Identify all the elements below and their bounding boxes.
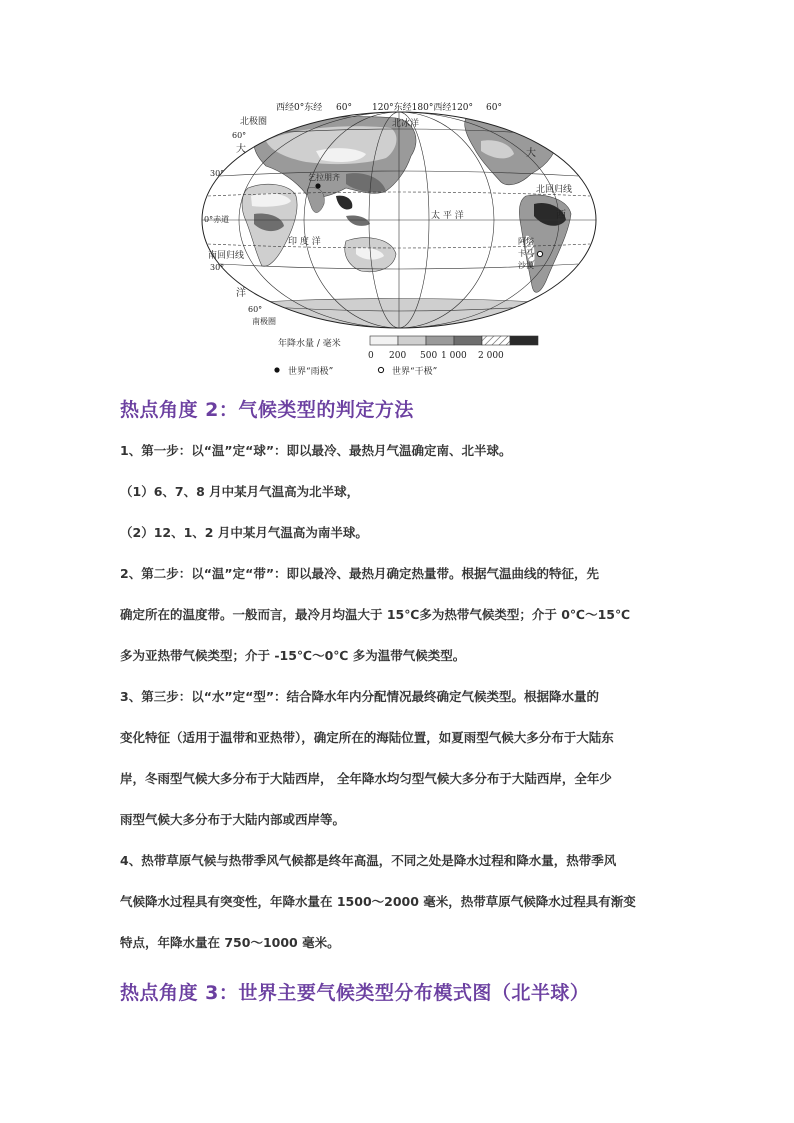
legend-tick-2000: 2 000 xyxy=(478,351,504,361)
step-3-line-1: 3、第三步：以“水”定“型”：结合降水年内分配情况最终确定气候类型。根据降水量的 xyxy=(120,689,600,704)
globe xyxy=(202,112,596,336)
legend-tick-1000: 1 000 xyxy=(441,351,467,361)
lat-label-30s: 30° xyxy=(210,263,225,272)
label-cherrapunji: 乞拉朋齐 xyxy=(308,173,340,182)
step-4-line-3: 特点，年降水量在 750～1000 毫米。 xyxy=(120,935,340,950)
step-1-item-b: （2）12、1、2 月中某月气温高为南半球。 xyxy=(120,525,368,540)
label-tropic-capricorn: 南回归线 xyxy=(208,251,245,261)
label-atacama-2: 卡马 xyxy=(518,249,534,258)
step-3-line-3: 岸，冬雨型气候大多分布于大陆西岸， 全年降水均匀型气候大多分布于大陆西岸，全年少 xyxy=(120,771,612,786)
legend-swatch-1 xyxy=(370,336,398,345)
label-north-polar: 北极圈 xyxy=(240,117,268,127)
rain-pole-marker xyxy=(315,183,320,188)
label-atlantic-xi: 西 xyxy=(556,210,566,221)
label-atlantic-da-right: 大 xyxy=(526,148,536,159)
label-atacama-3: 沙漠 xyxy=(518,261,534,270)
lat-label-60s: 60° xyxy=(248,305,263,314)
lon-label-60w: 60° xyxy=(486,103,502,113)
legend-tick-0: 0 xyxy=(368,351,374,361)
label-atacama-1: 阿塔 xyxy=(518,237,534,246)
label-atlantic-yang: 洋 xyxy=(236,288,246,299)
legend-tick-200: 200 xyxy=(389,351,407,361)
step-2-line-1: 2、第二步：以“温”定“带”：即以最冷、最热月确定热量带。根据气温曲线的特征，先 xyxy=(120,566,600,581)
label-tropic-cancer: 北回归线 xyxy=(536,185,573,195)
legend-swatch-6 xyxy=(510,336,538,345)
label-arctic-ocean: 北冰洋 xyxy=(392,119,420,129)
map-svg xyxy=(196,96,601,386)
lon-label-60e: 60° xyxy=(336,103,352,113)
heading-hotspot-2: 热点角度 2：气候类型的判定方法 xyxy=(120,399,414,421)
label-indian-ocean: 印 度 洋 xyxy=(288,237,321,247)
legend-swatch-4 xyxy=(454,336,482,345)
step-4-line-1: 4、热带草原气候与热带季风气候都是终年高温，不同之处是降水过程和降水量，热带季风 xyxy=(120,853,617,868)
legend-title: 年降水量 / 毫米 xyxy=(278,339,341,349)
legend-rain-pole: 世界“雨极” xyxy=(288,367,334,377)
legend-swatch-hatch xyxy=(482,336,510,345)
legend-swatches xyxy=(370,336,538,345)
label-pacific: 太 平 洋 xyxy=(431,211,464,221)
step-1-text: 1、第一步：以“温”定“球”：即以最冷、最热月气温确定南、北半球。 xyxy=(120,443,512,458)
step-4-line-2: 气候降水过程具有突变性，年降水量在 1500～2000 毫米，热带草原气候降水过程具有渐变 xyxy=(120,894,636,909)
label-atlantic-da-left: 大 xyxy=(236,144,246,155)
step-3-line-2: 变化特征（适用于温带和亚热带），确定所在的海陆位置，如夏雨型气候大多分布于大陆东 xyxy=(120,730,614,745)
heading-hotspot-3: 热点角度 3：世界主要气候类型分布模式图（北半球） xyxy=(120,982,590,1004)
dry-pole-legend-icon xyxy=(378,367,383,372)
step-1-item-a: （1）6、7、8 月中某月气温高为北半球， xyxy=(120,484,360,499)
step-2-line-2: 确定所在的温度带。一般而言，最冷月均温大于 15℃多为热带气候类型；介于 0℃～15℃ xyxy=(120,607,631,622)
label-south-polar: 南极圈 xyxy=(252,317,276,326)
legend-swatch-3 xyxy=(426,336,454,345)
legend-swatch-2 xyxy=(398,336,426,345)
lon-label-0: 西经0°东经 xyxy=(276,103,323,113)
step-1-block xyxy=(120,430,680,963)
precipitation-world-map xyxy=(196,96,601,386)
lon-label-180: 120°东经180°西经120° xyxy=(372,103,474,113)
dry-pole-marker xyxy=(537,251,542,256)
legend-dry-pole: 世界“干极” xyxy=(392,367,438,377)
legend-tick-500: 500 xyxy=(420,351,438,361)
step-3-line-4: 雨型气候大多分布于大陆内部或西岸等。 xyxy=(120,812,346,827)
lat-label-equator: 0°赤道 xyxy=(204,215,230,224)
lat-label-60n: 60° xyxy=(232,131,247,140)
lat-label-30n: 30° xyxy=(210,169,225,178)
step-2-line-3: 多为亚热带气候类型；介于 -15℃～0℃ 多为温带气候类型。 xyxy=(120,648,466,663)
rain-pole-legend-icon xyxy=(274,367,279,372)
